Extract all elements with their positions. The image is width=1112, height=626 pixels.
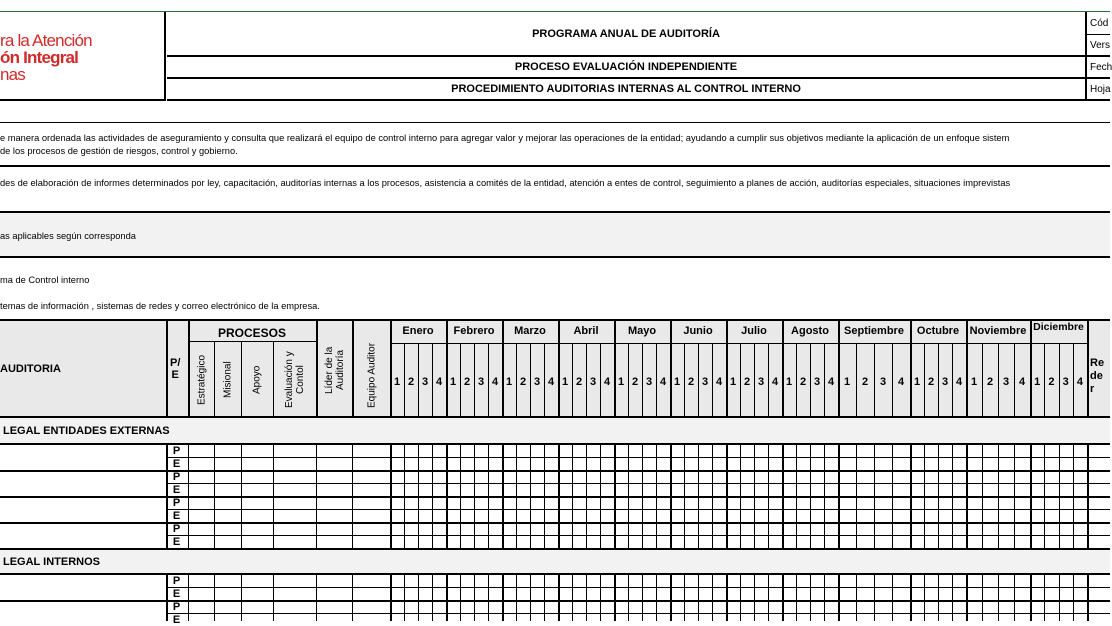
- table-row: [166, 457, 1110, 458]
- grid-line: [352, 321, 354, 416]
- pe-cell: E: [172, 614, 181, 626]
- week-header: 2: [1048, 376, 1055, 388]
- process-title: PROCESO EVALUACIÓN INDEPENDIENTE: [167, 57, 1087, 79]
- section-legal-internos: LEGAL INTERNOS: [0, 548, 1110, 574]
- pe-cell: P: [172, 523, 181, 535]
- week-header: 3: [1062, 376, 1069, 388]
- week-header: 3: [477, 376, 485, 388]
- week-header: 2: [631, 376, 639, 388]
- week-header: 2: [799, 376, 807, 388]
- table-row: [166, 613, 1110, 614]
- equipo-header: Equipo Auditor: [366, 342, 378, 408]
- grid-line: [316, 321, 318, 416]
- resources-text-1: ma de Control interno: [0, 275, 90, 285]
- auditoria-header: AUDITORIA: [0, 363, 61, 375]
- week-header: 3: [645, 376, 653, 388]
- grid-line: [188, 321, 190, 416]
- pe-cell: E: [172, 484, 181, 496]
- week-header: 4: [491, 376, 499, 388]
- week-header: 4: [897, 376, 905, 388]
- week-header: 2: [463, 376, 471, 388]
- week-header: 1: [393, 376, 401, 388]
- week-header: 1: [913, 376, 921, 388]
- week-header: 1: [1034, 376, 1041, 388]
- week-header: 3: [813, 376, 821, 388]
- table-row: [166, 509, 1110, 510]
- week-header: 2: [687, 376, 695, 388]
- week-header: 1: [729, 376, 737, 388]
- week-header: 1: [970, 376, 978, 388]
- pe-cell: P: [172, 575, 181, 587]
- week-header: 3: [941, 376, 949, 388]
- logo-line-1: ra la Atención: [0, 31, 92, 50]
- section-2-grid: [0, 574, 1110, 626]
- week-header: 4: [435, 376, 443, 388]
- week-header: 3: [701, 376, 709, 388]
- week-header: 2: [861, 376, 869, 388]
- week-header: 2: [575, 376, 583, 388]
- week-header: 1: [449, 376, 457, 388]
- week-header: 4: [955, 376, 963, 388]
- week-header: 4: [603, 376, 611, 388]
- week-header: 2: [519, 376, 527, 388]
- week-header: 3: [421, 376, 429, 388]
- grid-line: [390, 343, 1087, 344]
- document-header: [0, 12, 1110, 102]
- week-header: 4: [547, 376, 555, 388]
- week-header: 3: [533, 376, 541, 388]
- objective-text-2: de los procesos de gestión de riesgos, control y gobierno.: [0, 146, 238, 156]
- pe-cell: E: [172, 536, 181, 548]
- right-header: [1090, 357, 1110, 396]
- grid-line: [1087, 321, 1089, 416]
- week-header: 4: [1018, 376, 1026, 388]
- logo-line-2: ón Integral: [0, 48, 79, 67]
- logo-line-3: nas: [0, 65, 26, 84]
- section-legal-externas: LEGAL ENTIDADES EXTERNAS: [0, 418, 1110, 444]
- table-row: [166, 483, 1110, 484]
- proceso-evaluacion: Evaluación y Contol: [284, 351, 306, 409]
- month-header-noviembre: Noviembre: [969, 325, 1027, 337]
- table-row: [166, 587, 1110, 588]
- top-border: [0, 0, 1110, 12]
- proceso-estrategico: Estratégico: [196, 354, 208, 406]
- pe-cell: E: [172, 458, 181, 470]
- lider-header: Líder de la Auditoría: [324, 346, 346, 394]
- month-header-enero: Enero: [402, 325, 434, 337]
- scope-text: des de elaboración de informes determinados por ley, capacitación, auditorías internas a los procesos, asistencia a comités de la entidad, atención a entes de control, seguimiento a planes de acción, auditorías especiales, situaciones imprevistas: [0, 178, 1011, 188]
- proceso-apoyo: Apoyo: [251, 365, 263, 395]
- month-header-mayo: Mayo: [627, 325, 657, 337]
- week-header: 3: [757, 376, 765, 388]
- resources-text-2: temas de información , sistemas de redes y correo electrónico de la empresa.: [0, 301, 320, 311]
- right-header-line-2: de r: [1090, 370, 1103, 395]
- pe-cell: E: [172, 510, 181, 522]
- week-header: 4: [771, 376, 779, 388]
- grid-line: [188, 341, 316, 342]
- week-header: 4: [659, 376, 667, 388]
- week-header: 2: [743, 376, 751, 388]
- week-header: 2: [986, 376, 994, 388]
- version-label: Vers: [1087, 35, 1110, 57]
- week-header: 3: [1002, 376, 1010, 388]
- proceso-misional: Misional: [222, 361, 234, 399]
- pe-cell: P: [172, 445, 181, 457]
- criteria-text: as aplicables según corresponda: [0, 231, 136, 241]
- month-header-febrero: Febrero: [453, 325, 495, 337]
- week-header: 4: [827, 376, 835, 388]
- pe-cell: P: [172, 497, 181, 509]
- week-header: 2: [927, 376, 935, 388]
- week-header: 1: [785, 376, 793, 388]
- pe-header: P/ E: [170, 357, 181, 381]
- month-header-marzo: Marzo: [514, 325, 546, 337]
- date-label: Fech: [1087, 57, 1110, 79]
- pe-cell: P: [172, 601, 181, 613]
- sheet-label: Hoja: [1087, 79, 1110, 101]
- pe-cell: P: [172, 471, 181, 483]
- schedule-table-header: [0, 319, 1110, 418]
- week-header: 1: [617, 376, 625, 388]
- month-header-octubre: Octubre: [916, 325, 960, 337]
- week-header: 1: [843, 376, 851, 388]
- grid-line: [166, 321, 168, 416]
- entity-logo: [0, 32, 92, 83]
- month-header-agosto: Agosto: [791, 325, 829, 337]
- month-header-diciembre: Diciembre: [1033, 321, 1084, 333]
- month-header-junio: Junio: [683, 325, 713, 337]
- code-label: Cód: [1087, 12, 1110, 35]
- document-title: PROGRAMA ANUAL DE AUDITORÍA: [167, 12, 1087, 57]
- week-header: 3: [879, 376, 887, 388]
- procesos-header: PROCESOS: [217, 326, 286, 340]
- week-header: 4: [1076, 376, 1083, 388]
- grid-line: [273, 341, 274, 420]
- procedure-title: PROCEDIMIENTO AUDITORIAS INTERNAS AL CONTROL INTERNO: [167, 79, 1087, 101]
- grid-line: [241, 341, 242, 420]
- week-header: 1: [673, 376, 681, 388]
- logo-cell: [0, 12, 166, 101]
- week-header: 1: [561, 376, 569, 388]
- grid-line: [214, 341, 215, 420]
- right-header-line-1: Re: [1090, 357, 1105, 369]
- scope-band: [0, 167, 1110, 213]
- week-header: 1: [505, 376, 513, 388]
- section-1-grid: [0, 444, 1110, 548]
- month-header-septiembre: Septiembre: [844, 325, 904, 337]
- week-header: 2: [407, 376, 415, 388]
- week-header: 3: [589, 376, 597, 388]
- week-header: 4: [715, 376, 723, 388]
- month-header-abril: Abril: [573, 325, 599, 337]
- objective-text-1: e manera ordenada las actividades de aseguramiento y consulta que realizará el equipo de control interno para agregar valor y mejorar las operaciones de la entidad; ayudando a cumplir sus objetivos mediante la aplicación de un enfoque sistem: [0, 133, 1010, 143]
- pe-cell: E: [172, 588, 181, 600]
- month-header-julio: Julio: [741, 325, 767, 337]
- table-row: [166, 535, 1110, 536]
